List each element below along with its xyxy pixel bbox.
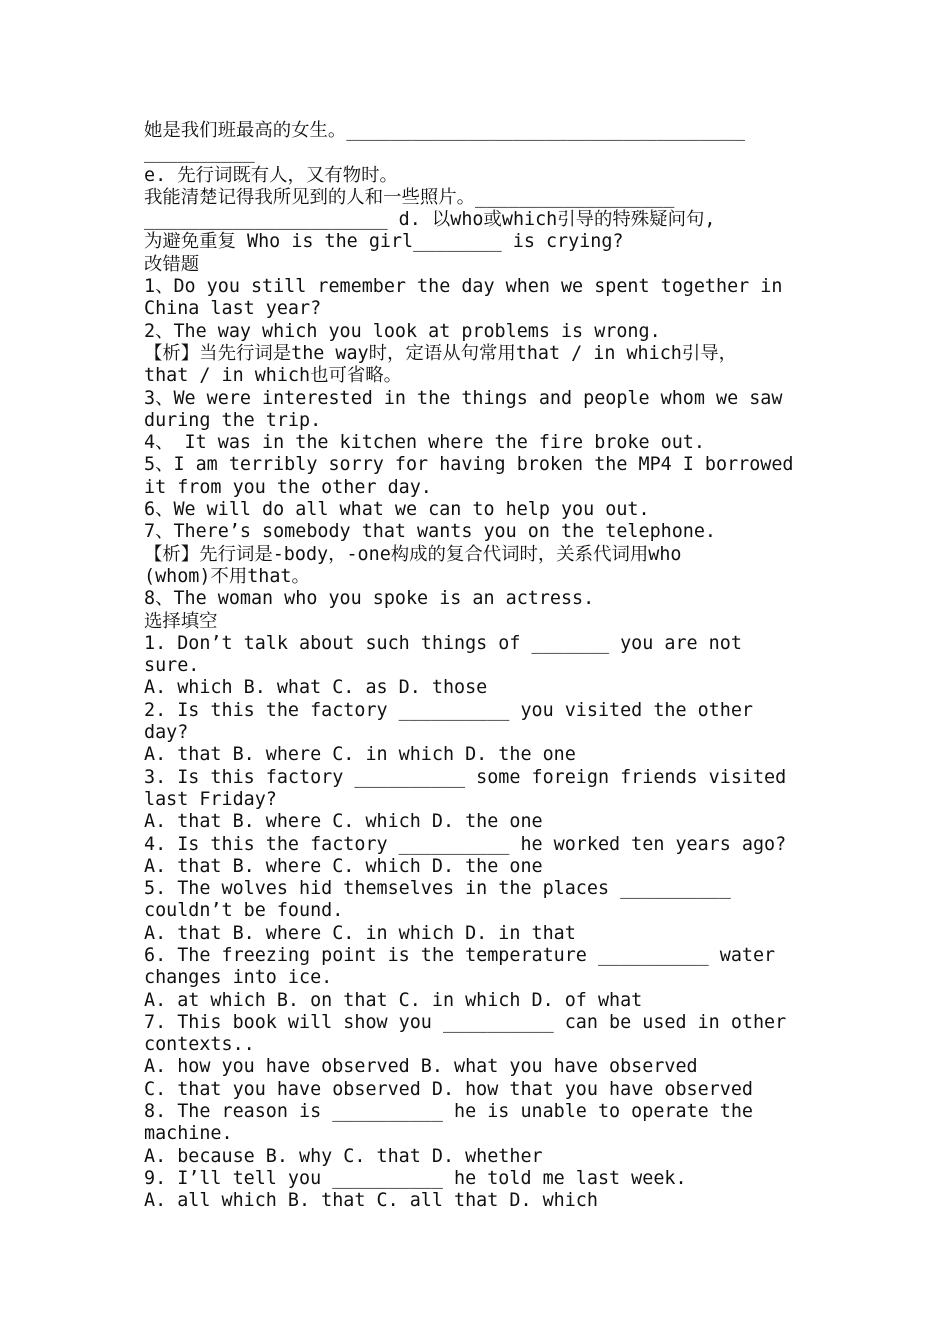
mc-q7-options-ab: A. how you have observed B. what you have observed (144, 1056, 698, 1078)
mc-q3-cont: last Friday? (144, 788, 277, 810)
mc-q2: 2. Is this the factory __________ you visited the other (144, 699, 753, 721)
mc-q6-cont: changes into ice. (144, 967, 333, 989)
error-q3-cont: during the trip. (144, 409, 322, 431)
error-q4: 4、 It was in the kitchen where the fire broke out. (144, 432, 705, 454)
mc-q3: 3. Is this factory __________ some foreign friends visited (144, 766, 787, 788)
error-q1-cont: China last year? (144, 298, 322, 320)
translation-q-people-photos: 我能清楚记得我所见到的人和一些照片。__________________ (144, 186, 675, 208)
mc-q6: 6. The freezing point is the temperature __________ water (144, 944, 776, 966)
mc-q3-options: A. that B. where C. which D. the one (144, 811, 543, 833)
mc-q1-options: A. which B. what C. as D. those (144, 677, 488, 699)
mc-q4: 4. Is this the factory __________ he worked ten years ago? (144, 833, 787, 855)
answer-blank-continuation: __________ (144, 142, 255, 164)
error-q6: 6、We will do all what we can to help you out. (144, 499, 650, 521)
mc-q2-options: A. that B. where C. in which D. the one (144, 744, 576, 766)
error-q2: 2、The way which you look at problems is wrong. (144, 320, 661, 342)
analysis-note-2: 【析】先行词是-body，-one构成的复合代词时，关系代词用who (144, 543, 682, 565)
rule-d-example: 为避免重复 Who is the girl________ is crying? (144, 231, 624, 253)
mc-q5-cont: couldn’t be found. (144, 900, 344, 922)
error-q5: 5、I am terribly sorry for having broken the MP4 I borrowed (144, 454, 794, 476)
mc-q5-options: A. that B. where C. in which D. in that (144, 922, 576, 944)
section-heading-multiple-choice: 选择填空 (144, 610, 218, 632)
analysis-note-1: 【析】当先行词是the way时，定语从句常用that / in which引导， (144, 342, 738, 364)
mc-q7-cont: contexts.. (144, 1034, 255, 1056)
error-q1: 1、Do you still remember the day when we spent together in (144, 276, 783, 298)
mc-q2-cont: day? (144, 722, 189, 744)
rule-e-heading: e. 先行词既有人，又有物时。 (144, 164, 398, 186)
section-heading-error-correction: 改错题 (144, 253, 200, 275)
mc-q7-options-cd: C. that you have observed D. how that you have observed (144, 1078, 753, 1100)
mc-q1-cont: sure. (144, 655, 200, 677)
mc-q5: 5. The wolves hid themselves in the places __________ (144, 878, 731, 900)
mc-q4-options: A. that B. where C. which D. the one (144, 855, 543, 877)
rule-d-heading: ______________________ d. 以who或which引导的特殊疑问句, (144, 209, 716, 231)
document-page (144, 120, 816, 1213)
error-q5-cont: it from you the other day. (144, 476, 432, 498)
error-q3: 3、We were interested in the things and people whom we saw (144, 387, 783, 409)
error-q8: 8、The woman who you spoke is an actress. (144, 588, 595, 610)
mc-q8-cont: machine. (144, 1123, 233, 1145)
mc-q8-options: A. because B. why C. that D. whether (144, 1145, 543, 1167)
translation-q-tallest-girl: 她是我们班最高的女生。____________________________________ (144, 120, 745, 141)
analysis-note-1-cont: that / in which也可省略。 (144, 365, 403, 387)
analysis-note-2-cont: (whom)不用that。 (144, 565, 310, 587)
mc-q7: 7. This book will show you __________ can be used in other (144, 1011, 787, 1033)
mc-q6-options: A. at which B. on that C. in which D. of what (144, 989, 643, 1011)
mc-q9: 9. I’ll tell you __________ he told me last week. (144, 1167, 687, 1189)
error-q7: 7、There’s somebody that wants you on the telephone. (144, 521, 716, 543)
mc-q8: 8. The reason is __________ he is unable to operate the (144, 1101, 753, 1123)
mc-q9-options: A. all which B. that C. all that D. which (144, 1190, 598, 1212)
mc-q1: 1. Don’t talk about such things of _______ you are not (144, 632, 742, 654)
